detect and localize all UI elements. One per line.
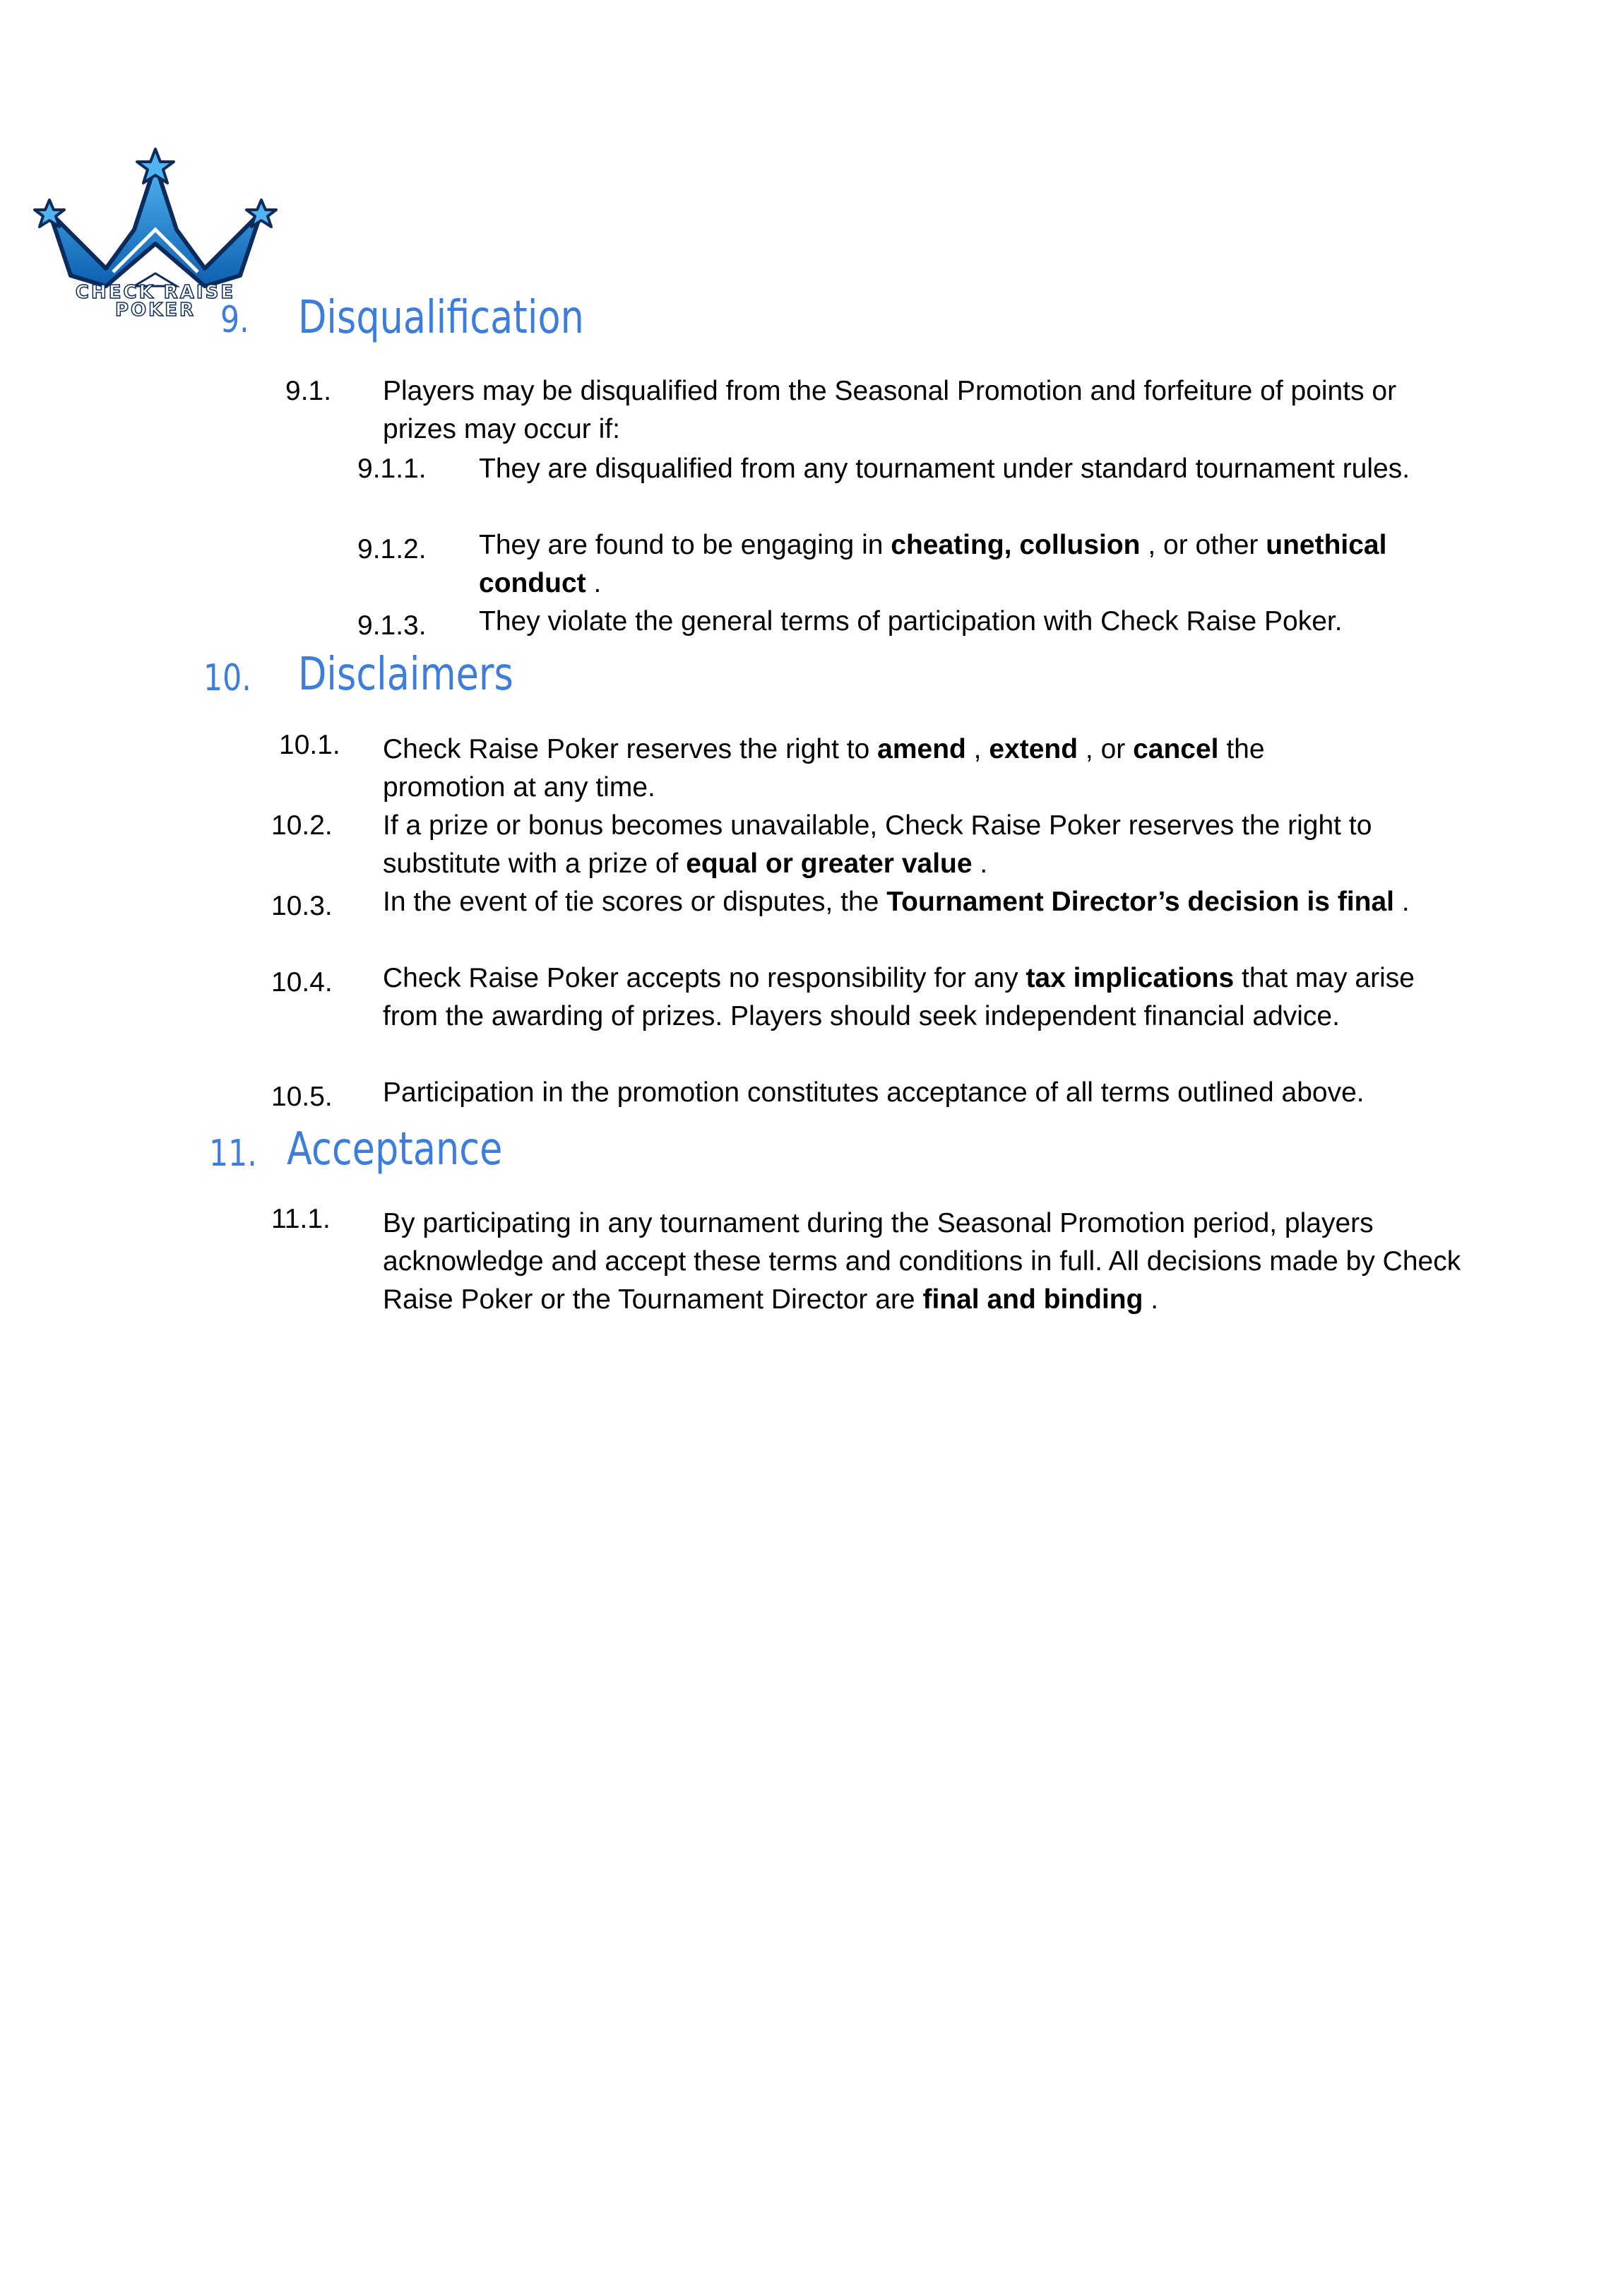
clause-text: They violate the general terms of participation with Check Raise Poker. [479, 606, 1343, 637]
bold-text: unethical conduct [479, 530, 1387, 598]
section-title: Disclaimers [298, 649, 513, 701]
clause-number: 9.1.1. [357, 454, 427, 484]
section-title: Disqualification [298, 292, 584, 344]
clause-text: Check Raise Poker reserves the right to amend , extend , or cancel the promotion at any time. [383, 734, 1265, 803]
section-number: 9. [220, 299, 249, 341]
clause-number: 10.1. [279, 730, 340, 760]
bold-text: extend [989, 734, 1078, 764]
clause-number: 10.5. [271, 1082, 333, 1112]
bold-text: final and binding [922, 1284, 1143, 1315]
bold-text: cancel [1133, 734, 1219, 764]
clause-number: 10.4. [271, 967, 333, 998]
clause-number: 11.1. [271, 1204, 331, 1234]
section-number: 10. [203, 657, 251, 699]
clause-number: 9.1.3. [357, 610, 427, 641]
bold-text: equal or greater value [686, 848, 973, 879]
section-number: 11. [209, 1132, 257, 1175]
clause-number: 10.3. [271, 891, 333, 921]
clause-text: In the event of tie scores or disputes, the Tournament Director’s decision is final . [383, 887, 1410, 917]
clause-text: By participating in any tournament during the Seasonal Promotion period, players acknowledge and accept these terms and conditions in full. All decisions made by Check Raise Poker or the Tournament Director are final and binding . [383, 1208, 1461, 1315]
logo-line2: POKER [114, 300, 196, 321]
clause-text: Players may be disqualified from the Seasonal Promotion and forfeiture of points or prizes may occur if: [383, 376, 1397, 444]
logo-line1: CHECK RAISE [75, 282, 236, 303]
section-title: Acceptance [287, 1123, 503, 1176]
bold-text: Tournament Director’s decision is final [886, 887, 1395, 917]
clause-text: If a prize or bonus becomes unavailable, Check Raise Poker reserves the right to substitute with a prize of equal or greater value . [383, 810, 1372, 879]
clause-text: Participation in the promotion constitutes acceptance of all terms outlined above. [383, 1077, 1365, 1108]
clause-number: 9.1.2. [357, 534, 427, 564]
clause-text: They are disqualified from any tournament under standard tournament rules. [479, 454, 1410, 484]
clause-number: 9.1. [285, 376, 332, 406]
bold-text: cheating, collusion [891, 530, 1141, 560]
clause-number: 10.2. [271, 810, 333, 841]
bold-text: amend [877, 734, 966, 764]
check-raise-poker-logo [28, 145, 283, 321]
clause-text: They are found to be engaging in cheating, collusion , or other unethical conduct . [479, 530, 1387, 598]
clause-text: Check Raise Poker accepts no responsibility for any tax implications that may arise from the awarding of prizes. Players should seek independent financial advice. [383, 963, 1415, 1031]
bold-text: tax implications [1025, 963, 1235, 993]
